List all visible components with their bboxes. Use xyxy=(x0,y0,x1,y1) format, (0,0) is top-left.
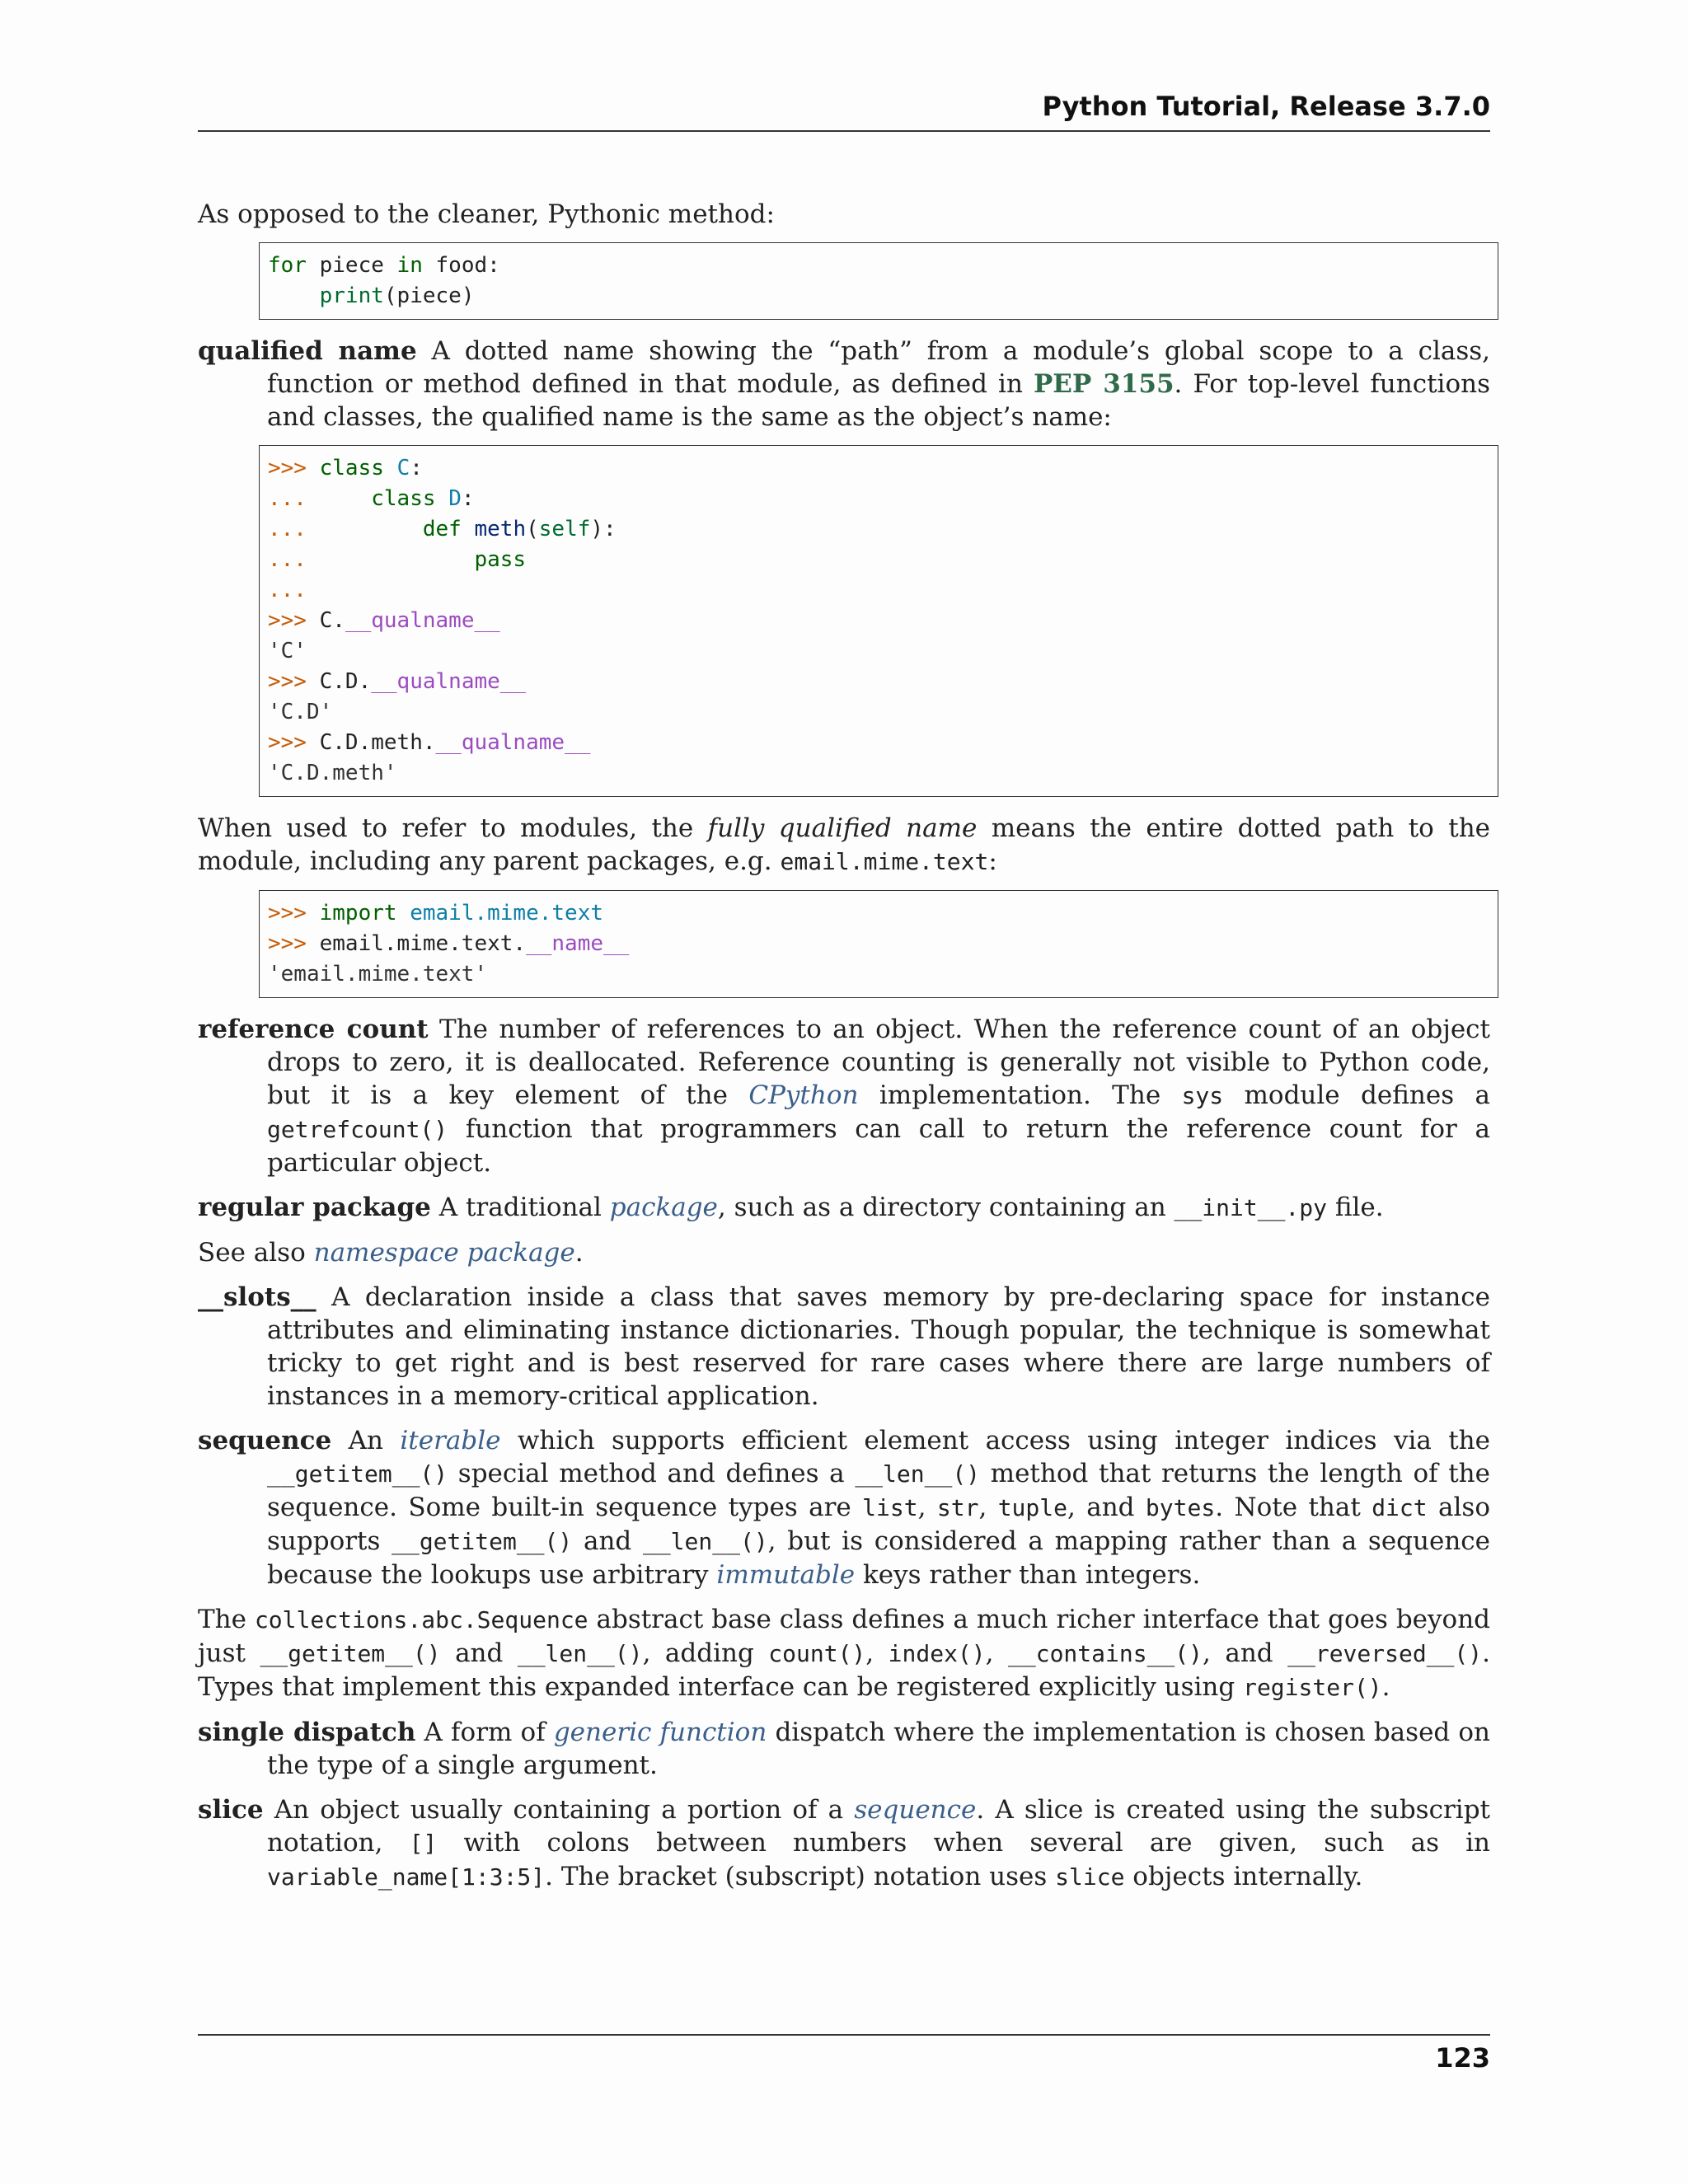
inline-code: slice xyxy=(1055,1863,1125,1891)
code-token: ( xyxy=(526,517,539,541)
glossary-entry-reference-count xyxy=(198,1013,1490,1179)
entry-text: method that returns the length of the sequence. Some built-in sequence types are xyxy=(267,1459,1490,1522)
entry-text: An object usually containing a portion of a xyxy=(263,1795,855,1825)
code-token: pass xyxy=(474,547,527,572)
glossary-entry-slots xyxy=(198,1281,1490,1413)
entry-text: , such as a directory containing an xyxy=(717,1193,1175,1222)
entry-text: keys rather than integers. xyxy=(855,1560,1201,1590)
para-text: abstract base class defines a much richer interface that goes beyond just xyxy=(198,1605,1491,1668)
code-token: D xyxy=(448,486,462,511)
glossary-entry-single-dispatch xyxy=(198,1716,1490,1782)
entry-text: and xyxy=(572,1526,643,1556)
inline-code: index() xyxy=(888,1640,986,1667)
code-token: email.mime.text. xyxy=(319,931,527,956)
code-token: __qualname__ xyxy=(371,669,527,694)
code-output: 'email.mime.text' xyxy=(268,962,488,987)
code-token: __qualname__ xyxy=(345,608,500,633)
entry-text: . A slice is created using the subscript notation, xyxy=(267,1795,1490,1858)
code-token: C.D. xyxy=(319,669,372,694)
page-number: 123 xyxy=(1435,2042,1490,2074)
intro-paragraph: As opposed to the cleaner, Pythonic method: xyxy=(198,199,775,229)
see-also-line xyxy=(198,1236,1490,1269)
glossary-entry-qualified-name xyxy=(198,335,1490,434)
code-token: __qualname__ xyxy=(435,730,591,755)
code-block-for-loop xyxy=(259,242,1498,320)
code-line xyxy=(268,929,1489,959)
inline-code: [] xyxy=(409,1830,438,1857)
glossary-term: single dispatch xyxy=(198,1718,416,1747)
entry-text: . For top-level functions and classes, the qualified name is the same as the object’s name: xyxy=(267,369,1490,432)
inline-code: tuple xyxy=(997,1494,1067,1521)
entry-text: A declaration inside a class that saves memory by pre-declaring space for instance attributes and eliminating instance dictionaries. Though popular, the technique is somewhat tricky to get right and is best reserved for rare cases where there are large numbers of instances in a memory-critical application. xyxy=(267,1282,1490,1411)
inline-code: __reversed__() xyxy=(1287,1640,1483,1667)
inline-code: __len__() xyxy=(855,1460,981,1488)
header-rule xyxy=(198,130,1490,132)
sequence-abc-paragraph xyxy=(198,1603,1490,1704)
para-text: , xyxy=(865,1638,889,1668)
para-text: : xyxy=(988,846,997,876)
inline-code: collections.abc.Sequence xyxy=(254,1606,588,1633)
prompt: ... xyxy=(268,486,307,511)
code-line xyxy=(268,281,1489,312)
glossary-term: __slots__ xyxy=(198,1282,316,1312)
code-token: : xyxy=(410,456,423,480)
inline-code: dict xyxy=(1372,1494,1428,1521)
entry-text: also supports xyxy=(267,1493,1490,1556)
inline-code: __getitem__() xyxy=(260,1640,441,1667)
glossary-entry-regular-package xyxy=(198,1191,1490,1225)
see-also-text: . xyxy=(574,1238,584,1268)
inline-code: __contains__() xyxy=(1008,1640,1203,1667)
code-token: __name__ xyxy=(526,931,630,956)
entry-text: A form of xyxy=(415,1718,554,1747)
code-token: in xyxy=(396,253,423,278)
entry-text: A dotted name showing the “path” from a module’s global scope to a class, function or method defined in that module, as defined in xyxy=(267,336,1491,399)
see-also-text: See also xyxy=(198,1238,314,1268)
entry-text: , xyxy=(978,1493,998,1522)
iterable-link[interactable]: iterable xyxy=(400,1426,501,1455)
para-text: , and xyxy=(1203,1638,1288,1668)
code-token: print xyxy=(319,284,384,308)
pep-3155-link[interactable]: PEP 3155 xyxy=(1034,369,1175,399)
para-text: , adding xyxy=(642,1638,769,1668)
footer-rule xyxy=(198,2034,1490,2036)
code-output: 'C.D.meth' xyxy=(268,761,397,785)
inline-code: __len__() xyxy=(642,1528,768,1555)
code-line xyxy=(268,606,1489,636)
code-token: class xyxy=(319,456,384,480)
inline-code: str xyxy=(936,1494,979,1521)
entry-text: , xyxy=(917,1493,937,1522)
entry-text: An xyxy=(331,1426,401,1455)
entry-text: , but is considered a mapping rather than a sequence because the lookups use arbitrary xyxy=(267,1526,1490,1590)
cpython-link[interactable]: CPython xyxy=(748,1080,859,1110)
code-output: 'C' xyxy=(268,639,307,663)
code-line xyxy=(268,545,1489,575)
inline-code: register() xyxy=(1243,1674,1382,1701)
entry-text: . The bracket (subscript) notation uses xyxy=(545,1862,1056,1891)
inline-code: list xyxy=(862,1494,918,1521)
code-token: meth xyxy=(474,517,527,541)
entry-text: The number of references to an object. When the reference count of an object drops to zero, it is deallocated. Reference counting is generally not visible to Python code, but it is a key element of the xyxy=(267,1015,1490,1110)
code-line xyxy=(268,453,1489,484)
page-body xyxy=(198,198,1490,1894)
entry-text: A traditional xyxy=(430,1193,610,1222)
code-token: email.mime.text xyxy=(410,901,604,926)
sequence-link[interactable]: sequence xyxy=(854,1795,977,1825)
glossary-term: regular package xyxy=(198,1193,431,1222)
code-line xyxy=(268,728,1489,758)
para-text: The xyxy=(198,1605,255,1634)
entry-text: function that programmers can call to return the reference count for a particular object. xyxy=(267,1114,1490,1178)
inline-code: __init__.py xyxy=(1174,1194,1327,1221)
para-text: , xyxy=(985,1638,1008,1668)
inline-code: email.mime.text xyxy=(780,848,989,875)
entry-text: implementation. The xyxy=(858,1080,1182,1110)
prompt: ... xyxy=(268,578,307,602)
glossary-term: sequence xyxy=(198,1426,332,1455)
prompt: ... xyxy=(268,547,307,572)
code-token: def xyxy=(422,517,462,541)
entry-text: dispatch where the implementation is chosen based on the type of a single argument. xyxy=(267,1718,1491,1780)
para-text: When used to refer to modules, the xyxy=(198,813,708,843)
para-text: and xyxy=(440,1638,518,1668)
para-text: means the entire dotted path to the module, including any parent packages, e.g. xyxy=(198,813,1490,876)
inline-code: __len__() xyxy=(517,1640,643,1667)
generic-function-link[interactable]: generic function xyxy=(553,1718,767,1747)
entry-text: objects internally. xyxy=(1124,1862,1363,1891)
code-block-qualname xyxy=(259,445,1498,797)
entry-text: special method and defines a xyxy=(448,1459,856,1488)
code-token: self xyxy=(538,517,591,541)
inline-code: getrefcount() xyxy=(267,1116,448,1143)
prompt: >>> xyxy=(268,730,307,755)
code-token: for xyxy=(268,253,307,278)
entry-text: module defines a xyxy=(1223,1080,1490,1110)
glossary-term: reference count xyxy=(198,1015,429,1044)
code-line xyxy=(268,484,1489,514)
code-line xyxy=(268,251,1489,281)
entry-text: which supports efficient element access using integer indices via the xyxy=(500,1426,1490,1455)
code-token: import xyxy=(319,901,397,926)
code-token: C. xyxy=(319,608,345,633)
code-token: (piece) xyxy=(383,284,475,308)
prompt: >>> xyxy=(268,456,307,480)
inline-code: sys xyxy=(1181,1082,1224,1109)
entry-text: with colons between numbers when several are given, such as in xyxy=(437,1828,1490,1858)
code-line xyxy=(268,667,1489,697)
inline-code: count() xyxy=(768,1640,866,1667)
entry-text: , and xyxy=(1067,1493,1146,1522)
glossary-entry-slice xyxy=(198,1793,1490,1894)
code-token xyxy=(268,284,320,308)
code-line xyxy=(268,898,1489,929)
immutable-link[interactable]: immutable xyxy=(716,1560,856,1590)
glossary-term: qualified name xyxy=(198,336,417,366)
prompt: >>> xyxy=(268,669,307,694)
para-text: . Types that implement this expanded interface can be registered explicitly using xyxy=(198,1638,1490,1702)
code-token: C xyxy=(396,456,410,480)
code-block-email-mime xyxy=(259,890,1498,998)
entry-text: file. xyxy=(1326,1193,1384,1222)
prompt: ... xyxy=(268,517,307,541)
prompt: >>> xyxy=(268,931,307,956)
package-link[interactable]: package xyxy=(609,1193,718,1222)
inline-code: variable_name[1:3:5] xyxy=(267,1863,546,1891)
para-text: . xyxy=(1381,1672,1390,1702)
inline-code: __getitem__() xyxy=(267,1460,448,1488)
code-line xyxy=(268,514,1489,545)
code-token: C.D.meth. xyxy=(319,730,436,755)
glossary-entry-sequence xyxy=(198,1424,1490,1591)
code-token: piece xyxy=(306,253,397,278)
entry-text: . Note that xyxy=(1215,1493,1372,1522)
code-token: class xyxy=(371,486,436,511)
prompt: >>> xyxy=(268,901,307,926)
inline-code: bytes xyxy=(1145,1494,1216,1521)
inline-code: __getitem__() xyxy=(392,1528,573,1555)
code-output: 'C.D' xyxy=(268,700,333,724)
code-token: food: xyxy=(422,253,500,278)
code-token: ): xyxy=(590,517,617,541)
code-line xyxy=(268,575,1489,606)
modules-paragraph xyxy=(198,812,1490,879)
prompt: >>> xyxy=(268,608,307,633)
emphasis: fully qualified name xyxy=(707,813,978,843)
running-header: Python Tutorial, Release 3.7.0 xyxy=(1042,91,1490,122)
glossary-term: slice xyxy=(198,1795,264,1825)
namespace-package-link[interactable]: namespace package xyxy=(313,1238,575,1268)
code-token: : xyxy=(461,486,475,511)
